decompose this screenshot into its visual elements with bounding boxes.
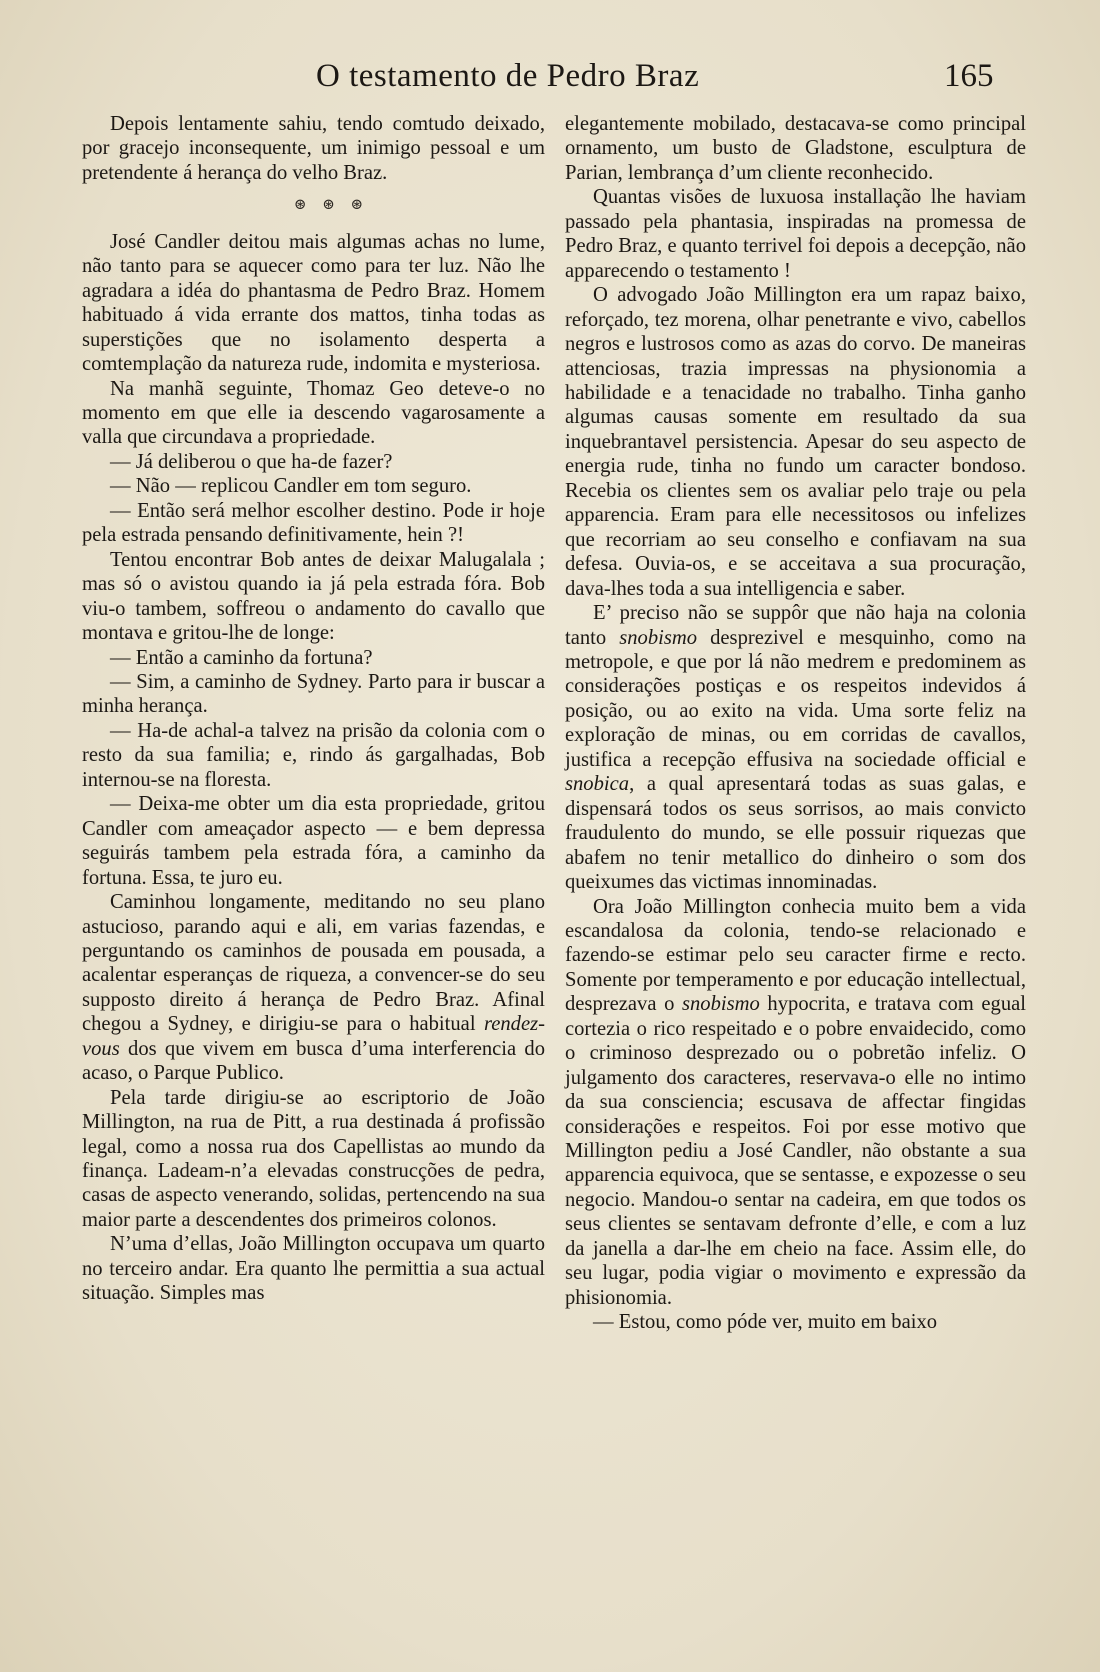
dialogue-line: — Estou, como póde ver, muito em baixo bbox=[593, 1311, 938, 1334]
paragraph: O advogado João Millington era um rapaz baixo, reforçado, tez morena, olhar penetrante e vivo, cabellos negros e lustrosos como as azas do corvo. De maneiras attenciosas, trazia impressas na physionomia a habilidade e a tenacidade no trabalho. Tinha ganho algumas causas somente em resultado da sua inquebrantavel persistencia. Apesar do seu aspecto de energia rude, tinha no fundo um caracter bondoso. Recebia os clientes sem os avaliar pelo traje ou pela apparencia. Eram para elle necessitosos ou infelizes que recorriam ao seu conselho e confiavam na sua defesa. Ouvia-os, e se acceitava a sua procuração, dava-lhes toda a sua intelligencia e saber. bbox=[565, 284, 1026, 600]
dialogue-line: — Então será melhor escolher destino. Pode ir hoje pela estrada pensando definitivamente, hein ?! bbox=[82, 499, 545, 547]
right-column bbox=[565, 112, 1026, 1335]
paragraph: Na manhã seguinte, Thomaz Geo deteve-o no momento em que elle ia descendo vagarosamente a valla que circundava a propriedade. bbox=[82, 377, 545, 449]
paragraph: Pela tarde dirigiu-se ao escriptorio de João Millington, na rua de Pitt, a rua destinada á profissão legal, como a nossa rua dos Capellistas ao mundo da finança. Ladeam-n’a elevadas construcções de pedra, casas de aspecto venerando, solidas, pertencendo na sua maior parte a descendentes dos primeiros colonos. bbox=[82, 1086, 545, 1231]
ornament-glyph: ⊛ bbox=[350, 197, 370, 214]
paragraph: Quantas visões de luxuosa installação lhe haviam passado pela phantasia, inspiradas na promessa de Pedro Braz, e quanto terrivel foi depois a decepção, não apparecendo o testamento ! bbox=[565, 186, 1026, 282]
italic-term: snobismo bbox=[682, 993, 760, 1016]
paragraph: José Candler deitou mais algumas achas no lume, não tanto para se aquecer como para ter luz. Não lhe agradara a idéa do phantasma de Pedro Braz. Homem habituado á vida errante dos mattos, tinha todas as superstições que no isolamento desperta a comtemplação da natureza rude, indomita e mysteriosa. bbox=[82, 230, 545, 376]
paragraph: Tentou encontrar Bob antes de deixar Malugalala ; mas só o avistou quando ia já pela estrada fóra. Bob viu-o tambem, soffreou o andamento do cavallo que montava e gritou-lhe de longe: bbox=[82, 548, 545, 645]
dialogue-line: — Sim, a caminho de Sydney. Parto para ir buscar a minha herança. bbox=[82, 670, 545, 718]
text-run: desprezivel e mesquinho, como na metropole, e que por lá não medrem e predominem as considerações postiças e os respeitos indevidos á posição, ou ao exito na vida. Uma sorte feliz na exploração de minas, ou em corridas de cavallos, justifica a recepção effusiva na sociedade official e bbox=[565, 626, 1027, 771]
italic-term: rendez-vous bbox=[82, 1013, 545, 1060]
text-run: hypocrita, e tratava com egual cortezia o rico respeitado e o pobre envaidecido, como o criminoso desprezado ou o pobretão infeliz. O julgamento dos caracteres, reservava-o elle no intimo da sua consciencia; escusava de affectar fingidas considerações e respeitos. Foi por esse motivo que Millington pediu a José Candler, não obstante a sua apparencia equivoca, que se sentasse, e expozesse o seu negocio. Mandou-o sentar na cadeira, em que todos os seus clientes se sentavam defronte d’elle, e com a luz da janella a dar-lhe em cheio na face. Assim elle, do seu lugar, podia vigiar o movimento e expressão da phisionomia. bbox=[565, 993, 1027, 1309]
page-number: 165 bbox=[944, 58, 994, 94]
dialogue-line: — Já deliberou o que ha-de fazer? bbox=[110, 450, 393, 473]
dialogue-line: — Deixa-me obter um dia esta propriedade, gritou Candler com ameaçador aspecto — e bem depressa seguirás tambem pela estrada fóra, a caminho da fortuna. Essa, te juro eu. bbox=[82, 793, 545, 889]
paragraph: Depois lentamente sahiu, tendo comtudo deixado, por gracejo inconsequente, um inimigo pessoal e um pretendente á herança do velho Braz. bbox=[82, 113, 545, 184]
italic-term: snobismo bbox=[619, 626, 698, 649]
dialogue-line: — Não — replicou Candler em tom seguro. bbox=[110, 475, 472, 498]
page-title: O testamento de Pedro Braz bbox=[316, 58, 700, 94]
text-run: , a qual apresentará todas as suas galas, e dispensará todos os seus sorrisos, ao mais convicto fraudulento do mundo, se elle possuir riquezas que abafem no tenir metallico do dinheiro o som dos queixumes das victimas innominadas. bbox=[565, 773, 1026, 894]
ornament-glyph: ⊛ bbox=[322, 197, 341, 214]
dialogue-line: — Ha-de achal-a talvez na prisão da colonia com o resto da sua familia; e, rindo ás gargalhadas, Bob internou-se na floresta. bbox=[82, 719, 545, 791]
paragraph: N’uma d’ellas, João Millington occupava um quarto no terceiro andar. Era quanto lhe permittia a sua actual situação. Simples mas bbox=[82, 1233, 545, 1305]
left-column bbox=[82, 112, 545, 1306]
text-run: Ora João Millington conhecia muito bem a vida escandalosa da colonia, tendo-se relacionado e fazendo-se estimar pelo seu caracter firme e recto. Somente por temperamento e por educação intellectual, desprezava o bbox=[565, 895, 1026, 1016]
paragraph bbox=[82, 890, 545, 1086]
text-run: dos que vivem em busca d’uma interferencia do acaso, o Parque Publico. bbox=[82, 1037, 545, 1085]
paragraph bbox=[565, 895, 1026, 1311]
paragraph bbox=[565, 601, 1026, 894]
running-head bbox=[0, 58, 1100, 102]
text-run: Caminhou longamente, meditando no seu plano astucioso, parando aqui e ali, em varias fazendas, e perguntando os caminhos de pousada em pousada, a acalentar esperanças de riqueza, a convencer-se do seu supposto direito á herança de Pedro Braz. Afinal chegou a Sydney, e dirigiu-se para o habitual bbox=[82, 891, 545, 1036]
italic-term: snobica bbox=[565, 773, 630, 796]
dialogue-line: — Então a caminho da fortuna? bbox=[110, 646, 373, 669]
ornament-glyph: ⊛ bbox=[293, 197, 313, 214]
section-ornament bbox=[118, 193, 545, 217]
paragraph-continued: elegantemente mobilado, destacava-se como principal ornamento, um busto de Gladstone, esculptura de Parian, lembrança d’um cliente reconhecido. bbox=[565, 113, 1026, 184]
text-run: E’ preciso não se suppôr que não haja na colonia tanto bbox=[565, 602, 1026, 649]
